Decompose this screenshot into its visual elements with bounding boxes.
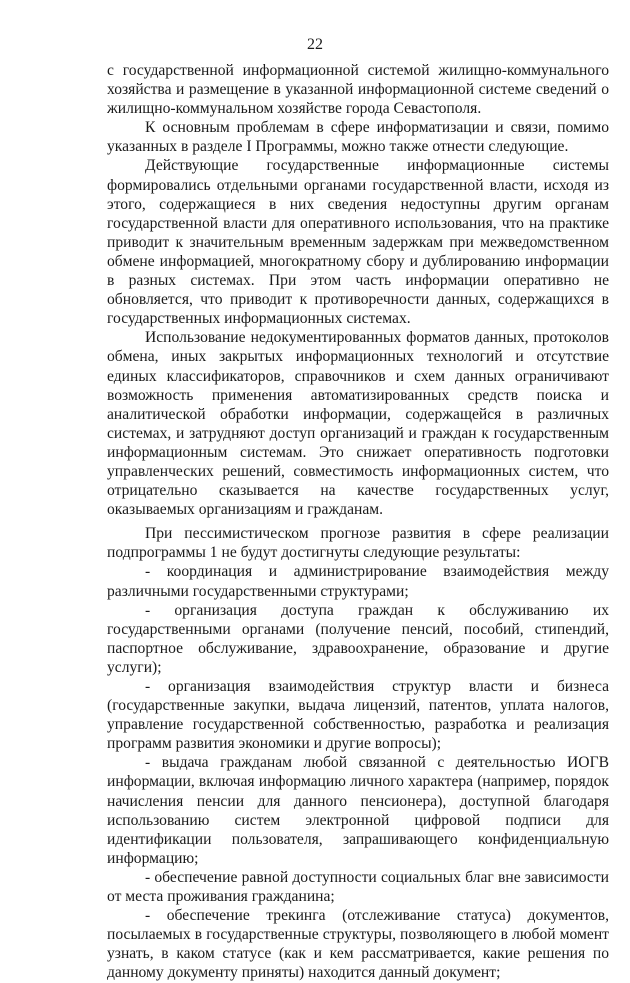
list-item: - обеспечение равной доступности социальных благ вне зависимости от места проживания гражданина; [107,868,609,906]
document-body [107,61,609,983]
list-item: - организация взаимодействия структур власти и бизнеса (государственные закупки, выдача лицензий, патентов, уплата налогов, управление государственной собственностью, разработка и реализация программ развития экономики и другие вопросы); [107,678,609,753]
list-item: - обеспечение трекинга (отслеживание статуса) документов, посылаемых в государственные структуры, позволяющего в любой момент узнать, в каком статусе (как и кем рассматривается, какие решения по данному документу приняты) находится данный документ; [107,907,609,982]
paragraph-continuation: с государственной информационной системой жилищно-коммунального хозяйства и размещение в указанной информационной системе сведений о жилищно-коммунальном хозяйстве города Севастополя. [107,62,609,118]
page-number: 22 [307,36,323,53]
paragraph-problems-intro: К основным проблемам в сфере информатизации и связи, помимо указанных в разделе I Программы, можно также отнести следующие. [107,119,609,156]
paragraph-undocumented-formats: Использование недокументированных форматов данных, протоколов обмена, иных закрытых информационных технологий и отсутствие единых классификаторов, справочников и схем данных ограничивают возможность применения автоматизированных средств поиска и аналитической обработки информации, содержащейся в различных системах, и затрудняют доступ организаций и граждан к государственным информационным системам. Это снижает оперативность подготовки управленческих решений, совместимость информационных систем, что отрицательно сказывается на качестве государственных услуг, оказываемых организациям и гражданам. [107,329,609,519]
paragraph-pessimistic-forecast: При пессимистическом прогнозе развития в сфере реализации подпрограммы 1 не будут достигнуты следующие результаты: [107,525,609,562]
list-item: - организация доступа граждан к обслуживанию их государственными органами (получение пенсий, пособий, стипендий, паспортное обслуживание, здравоохранение, образование и другие услуги); [107,601,609,676]
list-item: - выдача гражданам любой связанной с деятельностью ИОГВ информации, включая информацию личного характера (например, порядок начисления пенсии для данного пенсионера), доступной благодаря использованию систем электронной цифровой подписи для идентификации пользователя, запрашивающего конфиденциальную информацию; [107,754,609,867]
list-item: - координация и администрирование взаимодействия между различными государственными структурами; [107,563,609,600]
paragraph-existing-systems: Действующие государственные информационные системы формировались отдельными органами государственной власти, исходя из этого, содержащиеся в них сведения недоступны другим органам государственной власти для оперативного использования, что на практике приводит к значительным временным задержкам при межведомственном обмене информацией, многократному сбору и дублированию информации в разных системах. При этом часть информации оперативно не обновляется, что приводит к противоречности данных, содержащихся в государственных информационных системах. [107,157,609,328]
